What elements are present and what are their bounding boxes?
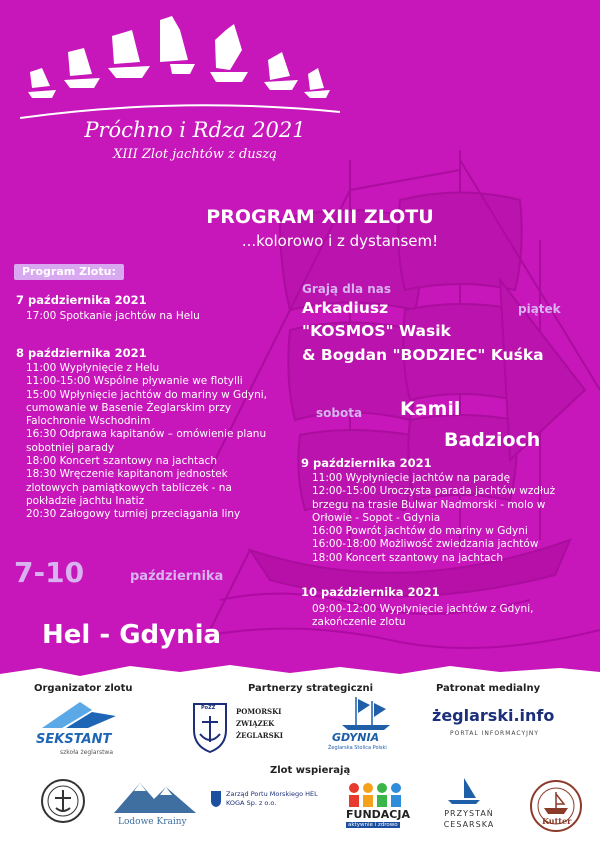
przystan-cesarska-line: PRZYSTAŃ — [444, 809, 494, 818]
przystan-cesarska-line: CESARSKA — [443, 820, 495, 829]
event-line: Orłowie - Sopot - Gdynia — [312, 511, 441, 524]
program-badge: Program Zlotu: — [14, 264, 124, 280]
sekstant-subtitle: szkoła żeglarstwa — [60, 749, 114, 756]
program-title: PROGRAM XIII ZLOTU — [206, 206, 434, 228]
event-title: Próchno i Rdza 2021 — [84, 118, 306, 142]
friday-label: piątek — [518, 302, 561, 316]
date-range: 7-10 — [14, 556, 85, 589]
event-line: 18:00 Koncert szantowy na jachtach — [26, 455, 217, 468]
saturday-artist: Kamil — [400, 398, 461, 420]
partners-heading: Partnerzy strategiczni — [248, 683, 374, 694]
fundacja-name: FUNDACJA — [346, 808, 410, 821]
przystan-cesarska-name — [430, 808, 508, 830]
event-line: 18:00 Koncert szantowy na jachtach — [312, 551, 503, 564]
circular-emblem-icon — [40, 778, 86, 824]
day-date: 9 października 2021 — [301, 456, 432, 470]
event-line: 16:30 Odprawa kapitanów – omówienie planu — [26, 428, 267, 441]
artist-line: & Bogdan "BODZIEC" Kuśka — [302, 346, 544, 364]
day-date: 8 października 2021 — [16, 346, 147, 360]
gdynia-subtitle: Żeglarska Stolica Polski — [328, 745, 387, 751]
pzz-name-line: POMORSKI — [236, 707, 282, 716]
day-date: 10 października 2021 — [301, 585, 440, 599]
day-events — [26, 310, 200, 323]
program-subtitle: ...kolorowo i z dystansem! — [241, 232, 439, 250]
sekstant-logo — [32, 698, 122, 758]
pzz-name-line: ŻEGLARSKI — [236, 731, 284, 740]
event-line: zakończenie zlotu — [312, 616, 406, 629]
port-authority-line: Zarząd Portu Morskiego HEL — [226, 790, 318, 798]
port-authority-name — [226, 790, 318, 808]
zeglarski-logo — [432, 706, 582, 746]
fundacja-subtitle: aktywnie i zdrowo — [348, 822, 398, 828]
kutter-logo — [528, 778, 584, 834]
pzz-logo — [190, 698, 290, 754]
event-line: zlotowych pamiątkowych tabliczek - na — [26, 481, 232, 494]
lodowe-krainy-logo — [110, 775, 200, 835]
day-date: 7 października 2021 — [16, 293, 147, 307]
port-crest-icon — [210, 790, 222, 808]
artist-line: Arkadiusz — [302, 299, 389, 317]
sekstant-wing-icon — [32, 698, 122, 734]
date-month: października — [130, 569, 224, 584]
day-events — [312, 603, 533, 630]
fundacja-logo — [346, 780, 410, 830]
mountains-icon — [110, 775, 200, 815]
event-line: 09:00-12:00 Wypłynięcie jachtów z Gdyni, — [312, 603, 534, 615]
gdynia-logo — [326, 695, 402, 755]
support-heading: Zlot wspierają — [270, 765, 351, 776]
day-events — [26, 362, 267, 522]
zeglarski-name: żeglarski.info — [432, 706, 555, 725]
organizer-heading: Organizator zlotu — [34, 683, 133, 694]
saturday-label: sobota — [316, 406, 363, 420]
event-line: 20:30 Załogowy turniej przeciągania liny — [26, 508, 241, 521]
event-line: pokładzie jachtu Inatiz — [26, 494, 145, 507]
event-line: 12:00-15:00 Uroczysta parada jachtów wzdłuż — [312, 485, 556, 498]
event-line: 11:00 Wypłynięcie jachtów na paradę — [312, 472, 511, 484]
port-authority-line: KOGA Sp. z o.o. — [226, 799, 277, 807]
event-line: 11:00 Wypłynięcie z Helu — [26, 362, 160, 374]
event-line: 16:00-18:00 Możliwość zwiedzania jachtów — [312, 538, 539, 551]
artist-line: "KOSMOS" Wasik — [302, 322, 451, 340]
ship-icon — [326, 695, 402, 731]
sekstant-name: SEKSTANT — [36, 732, 112, 747]
kutter-name: Kutter — [542, 816, 572, 826]
event-line: 16:00 Powrót jachtów do mariny w Gdyni — [312, 525, 528, 538]
media-heading: Patronat medialny — [436, 683, 541, 694]
event-line: 17:00 Spotkanie jachtów na Helu — [26, 310, 200, 322]
route-title: Hel - Gdynia — [42, 620, 222, 650]
pzz-name-line: ZWIĄZEK — [236, 719, 275, 728]
event-line: Falochronie Wschodnim — [26, 415, 151, 428]
przystan-cesarska-logo — [424, 776, 514, 834]
port-authority-logo — [210, 790, 340, 814]
music-heading: Grają dla nas — [302, 282, 392, 296]
event-subtitle: XIII Zlot jachtów z duszą — [113, 147, 277, 162]
lodowe-krainy-name: Lodowe Krainy — [118, 817, 187, 827]
event-line: 11:00-15:00 Wspólne pływanie we flotylli — [26, 375, 243, 388]
event-line: brzegu na trasie Bulwar Nadmorski - molo w — [312, 498, 546, 511]
boats-logo-icon — [20, 10, 340, 120]
gdynia-name: GDYNIA — [332, 731, 380, 744]
saturday-artist: Badzioch — [444, 429, 541, 451]
zeglarski-subtitle: PORTAL INFORMACYJNY — [450, 730, 540, 737]
event-line: cumowanie w Basenie Żeglarskim przy — [26, 401, 232, 414]
pzz-name — [236, 706, 283, 742]
sail-icon — [444, 776, 484, 804]
pzz-abbr: PoZZ — [201, 705, 216, 711]
day-events — [312, 472, 555, 565]
event-line: 15:00 Wpłynięcie jachtów do mariny w Gdyni, — [26, 388, 267, 401]
event-line: sobotniej parady — [26, 441, 115, 454]
people-figures-icon — [346, 780, 410, 808]
event-line: 18:30 Wręczenie kapitanom jednostek — [26, 468, 228, 481]
